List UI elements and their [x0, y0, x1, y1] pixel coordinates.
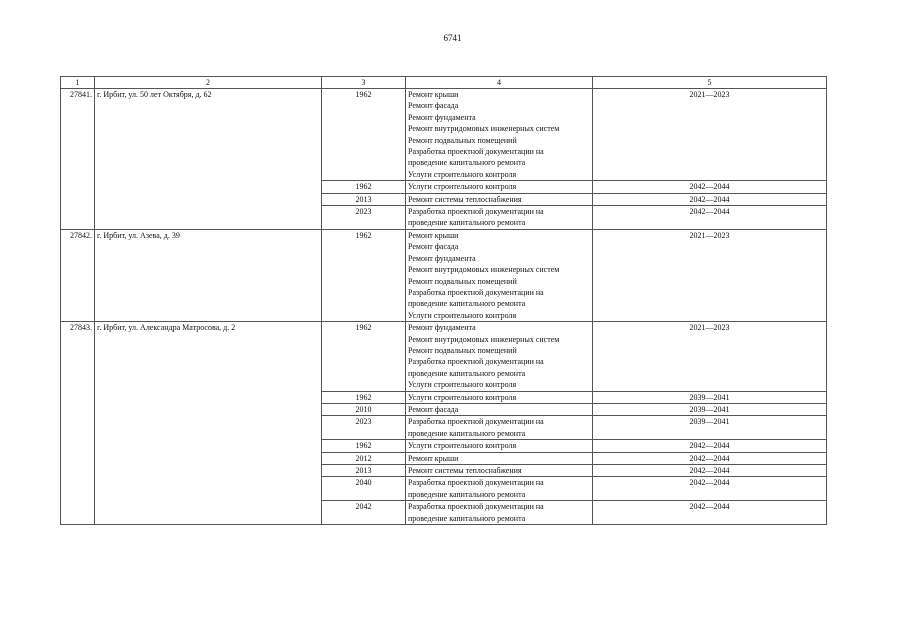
work-item: Ремонт фасада — [408, 101, 459, 111]
repair-period: 2042—2044 — [593, 501, 827, 525]
works-cell — [406, 465, 593, 477]
column-header-5: 5 — [593, 77, 827, 89]
repair-period: 2042—2044 — [593, 440, 827, 452]
works-cell — [406, 193, 593, 205]
page-number: 6741 — [443, 33, 462, 43]
repair-period: 2042—2044 — [593, 465, 827, 477]
work-item: Ремонт внутридомовых инженерных систем — [408, 124, 560, 134]
work-item: Ремонт фасада — [408, 242, 459, 252]
works-cell — [406, 206, 593, 230]
commission-year: 1962 — [322, 89, 406, 181]
works-cell — [406, 416, 593, 440]
commission-year: 1962 — [322, 181, 406, 193]
entry-number: 27841. — [61, 89, 95, 230]
works-cell — [406, 403, 593, 415]
work-item: Разработка проектной документации на — [408, 502, 544, 512]
commission-year: 2042 — [322, 501, 406, 525]
table-body — [61, 77, 827, 525]
work-item: Ремонт фасада — [408, 404, 459, 414]
work-item: Разработка проектной документации на — [408, 147, 544, 157]
work-item: проведение капитального ремонта — [408, 158, 526, 168]
work-item: проведение капитального ремонта — [408, 368, 526, 378]
work-item: Услуги строительного контроля — [408, 380, 517, 390]
repair-period: 2042—2044 — [593, 452, 827, 464]
column-header-3: 3 — [322, 77, 406, 89]
column-header-1: 1 — [61, 77, 95, 89]
works-cell — [406, 452, 593, 464]
entry-number: 27843. — [61, 322, 95, 525]
entry-number: 27842. — [61, 229, 95, 321]
table-row — [61, 229, 827, 321]
repair-period: 2021—2023 — [593, 229, 827, 321]
commission-year: 2023 — [322, 416, 406, 440]
work-item: Ремонт фундамента — [408, 253, 476, 263]
commission-year: 1962 — [322, 391, 406, 403]
work-item: Ремонт фундамента — [408, 323, 476, 333]
works-cell — [406, 477, 593, 501]
work-item: Разработка проектной документации на — [408, 207, 544, 217]
work-item: Разработка проектной документации на — [408, 417, 544, 427]
repair-period: 2042—2044 — [593, 206, 827, 230]
work-item: Разработка проектной документации на — [408, 478, 544, 488]
commission-year: 2013 — [322, 465, 406, 477]
works-cell — [406, 89, 593, 181]
work-item: Услуги строительного контроля — [408, 169, 517, 179]
commission-year: 2040 — [322, 477, 406, 501]
work-item: Разработка проектной документации на — [408, 357, 544, 367]
work-item: Разработка проектной документации на — [408, 287, 544, 297]
column-header-2: 2 — [95, 77, 322, 89]
commission-year: 2012 — [322, 452, 406, 464]
header-row — [61, 77, 827, 89]
works-cell — [406, 181, 593, 193]
table-row — [61, 89, 827, 181]
work-item: проведение капитального ремонта — [408, 218, 526, 228]
repair-schedule-table — [60, 76, 827, 525]
work-item: Ремонт крыши — [408, 90, 459, 99]
work-item: Ремонт внутридомовых инженерных систем — [408, 265, 560, 275]
work-item: Ремонт системы теплоснабжения — [408, 466, 522, 475]
work-item: Услуги строительного контроля — [408, 182, 517, 192]
repair-period: 2042—2044 — [593, 181, 827, 193]
commission-year: 2010 — [322, 403, 406, 415]
works-cell — [406, 440, 593, 452]
commission-year: 1962 — [322, 440, 406, 452]
work-item: проведение капитального ремонта — [408, 299, 526, 309]
work-item: Ремонт внутридомовых инженерных систем — [408, 334, 560, 344]
commission-year: 2023 — [322, 206, 406, 230]
work-item: Услуги строительного контроля — [408, 392, 517, 402]
entry-address: г. Ирбит, ул. 50 лет Октября, д. 62 — [95, 89, 322, 230]
column-header-4: 4 — [406, 77, 593, 89]
table-row — [61, 322, 827, 391]
work-item: Ремонт подвальных помещений — [408, 276, 517, 286]
work-item: проведение капитального ремонта — [408, 489, 526, 499]
works-cell — [406, 322, 593, 391]
repair-period: 2021—2023 — [593, 89, 827, 181]
work-item: Ремонт крыши — [408, 453, 459, 463]
work-item: Ремонт подвальных помещений — [408, 135, 517, 145]
repair-period: 2039—2041 — [593, 403, 827, 415]
entry-address: г. Ирбит, ул. Азева, д. 39 — [95, 229, 322, 321]
repair-period: 2021—2023 — [593, 322, 827, 391]
works-cell — [406, 501, 593, 525]
commission-year: 1962 — [322, 229, 406, 321]
work-item: Ремонт крыши — [408, 230, 459, 240]
commission-year: 2013 — [322, 193, 406, 205]
work-item: Ремонт фундамента — [408, 112, 476, 122]
work-item: проведение капитального ремонта — [408, 428, 526, 438]
repair-period: 2039—2041 — [593, 391, 827, 403]
repair-period: 2039—2041 — [593, 416, 827, 440]
repair-period: 2042—2044 — [593, 193, 827, 205]
work-item: Ремонт системы теплоснабжения — [408, 194, 522, 204]
work-item: Услуги строительного контроля — [408, 310, 517, 320]
work-item: проведение капитального ремонта — [408, 513, 526, 523]
work-item: Ремонт подвальных помещений — [408, 345, 517, 355]
works-cell — [406, 229, 593, 321]
work-item: Услуги строительного контроля — [408, 441, 517, 451]
entry-address: г. Ирбит, ул. Александра Матросова, д. 2 — [95, 322, 322, 525]
works-cell — [406, 391, 593, 403]
commission-year: 1962 — [322, 322, 406, 391]
repair-period: 2042—2044 — [593, 477, 827, 501]
